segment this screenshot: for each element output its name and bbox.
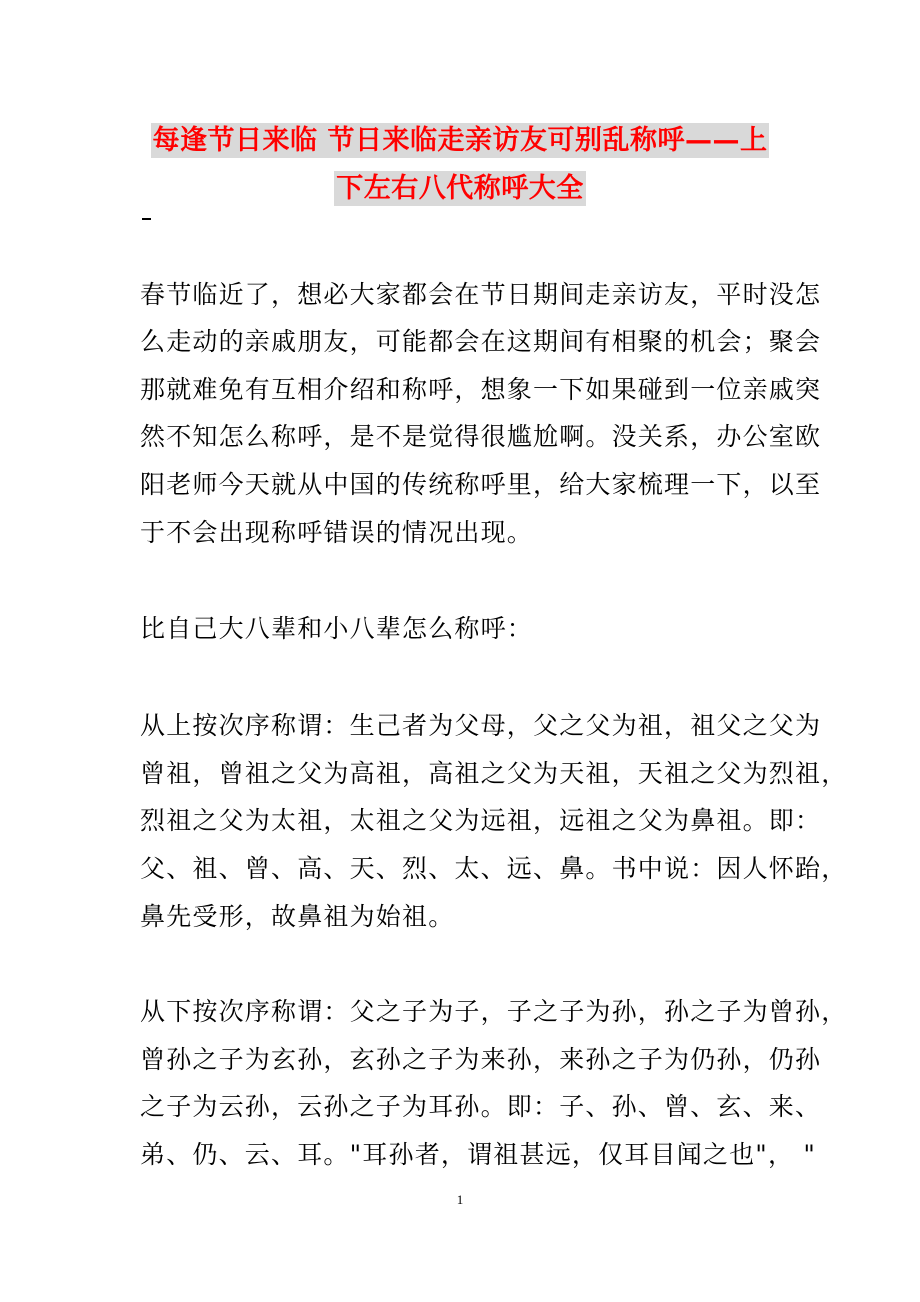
text-line: 曾祖，曾祖之父为高祖，高祖之父为天祖，天祖之父为烈祖， bbox=[140, 759, 848, 788]
text-line: 弟、仍、云、耳。"耳孙者，谓祖甚远，仅耳目闻之也"， " bbox=[140, 1140, 817, 1169]
paragraph-marker bbox=[142, 218, 151, 220]
text-line: 春节临近了，想必大家都会在节日期间走亲访友，平时没怎 bbox=[140, 280, 822, 309]
text-line: 之子为云孙，云孙之子为耳孙。即：子、孙、曾、玄、来、 bbox=[140, 1092, 822, 1121]
text-line: 父、祖、曾、高、天、烈、太、远、鼻。书中说：因人怀跆， bbox=[140, 854, 848, 883]
text-line: 于不会出现称呼错误的情况出现。 bbox=[140, 518, 534, 547]
text-line: 么走动的亲戚朋友，可能都会在这期间有相聚的机会；聚会 bbox=[140, 327, 822, 356]
text-line: 从下按次序称谓：父之子为子，子之子为孙，孙之子为曾孙， bbox=[140, 997, 848, 1026]
document-title-line-2 bbox=[0, 166, 920, 205]
title-text: 每逢节日来临 节日来临走亲访友可别乱称呼——上 bbox=[152, 125, 768, 156]
text-line: 然不知怎么称呼，是不是觉得很尴尬啊。没关系，办公室欧 bbox=[140, 422, 822, 451]
text-line: 曾孙之子为玄孙，玄孙之子为来孙，来孙之子为仍孙，仍孙 bbox=[140, 1045, 822, 1074]
text-line: 阳老师今天就从中国的传统称呼里，给大家梳理一下，以至 bbox=[140, 470, 822, 499]
text-line: 那就难免有互相介绍和称呼，想象一下如果碰到一位亲戚突 bbox=[140, 375, 822, 404]
text-line: 比自己大八辈和小八辈怎么称呼： bbox=[140, 614, 534, 643]
text-line: 烈祖之父为太祖，太祖之父为远祖，远祖之父为鼻祖。即： bbox=[140, 806, 822, 835]
document-title-line-1 bbox=[0, 118, 920, 157]
title-text: 下左右八代称呼大全 bbox=[336, 173, 584, 204]
text-line: 鼻先受形，故鼻祖为始祖。 bbox=[140, 902, 455, 931]
text-line: 从上按次序称谓：生己者为父母，父之父为祖，祖父之父为 bbox=[140, 711, 822, 740]
page-number: 1 bbox=[456, 1192, 464, 1207]
